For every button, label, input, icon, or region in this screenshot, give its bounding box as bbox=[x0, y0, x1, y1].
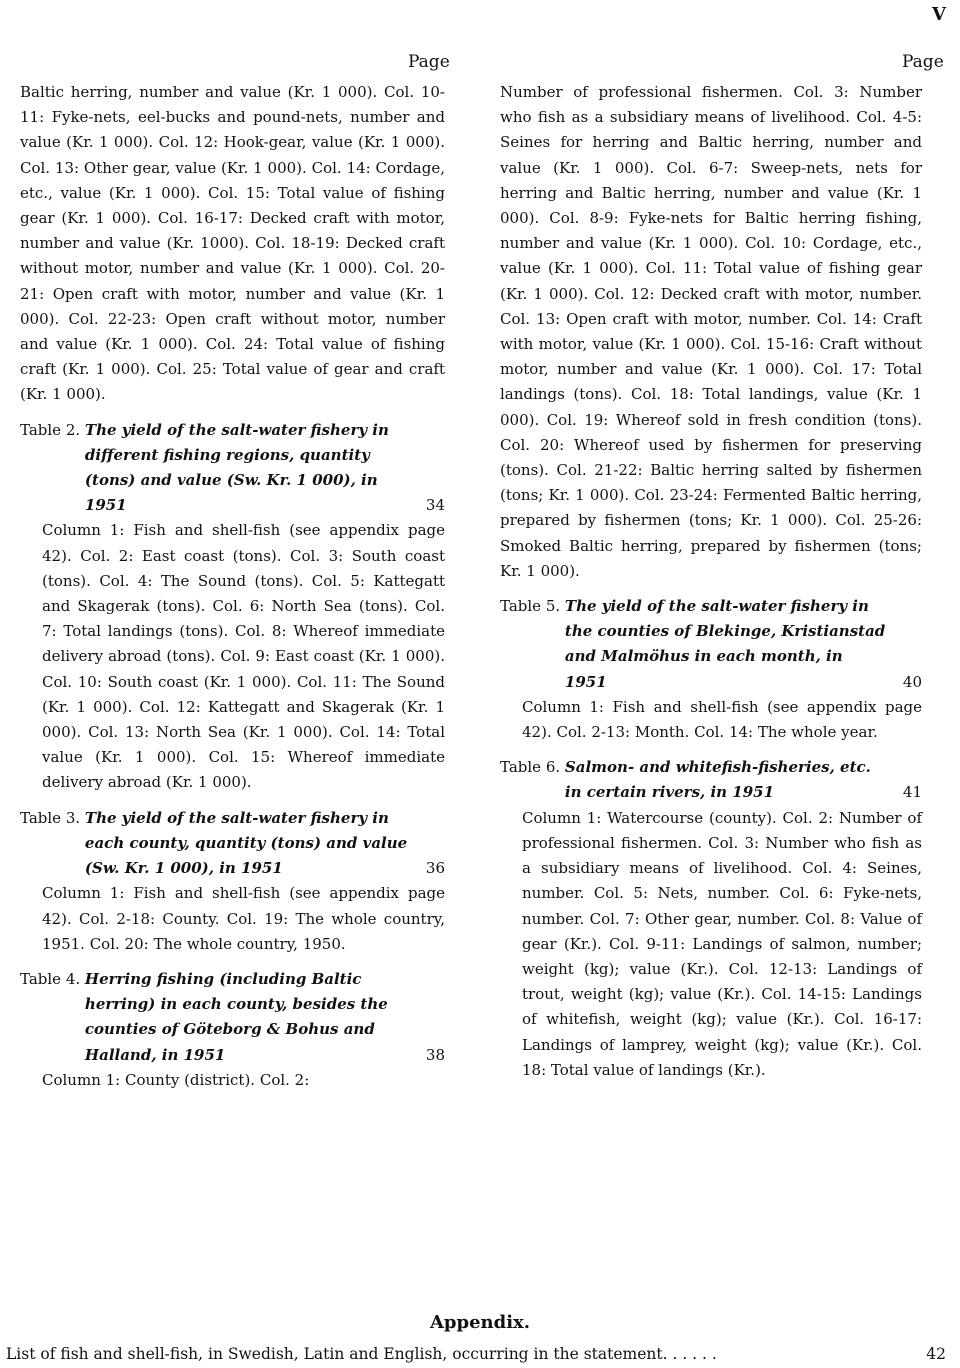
table-4-continued-description: Number of professional fishermen. Col. 3: Number who fish as a subsidiary means of livelihood. Col. 4-5: Seines for herring and Baltic herring, number and value (Kr. 1 000). Col. 6-7: Sweep-nets, nets for herring and Baltic herring, number and value (Kr. 1 000). Col. 8-9: Fyke-nets for Baltic herring fishing, number and value (Kr. 1 000). Col. 10: Cordage, etc., value (Kr. 1 000). Col. 11: Total value of fishing gear (Kr. 1 000). Col. 12: Decked craft with motor, number. Col. 13: Open craft with motor, number. Col. 14: Craft with motor, value (Kr. 1 000). Col. 15-16: Craft without motor, number and value (Kr. 1 000). Col. 17: Total landings (tons). Col. 18: Total landings, value (Kr. 1 000). Col. 19: Whereof sold in fresh condition (tons). Col. 20: Whereof used by fishermen for preserving (tons). Col. 21-22: Baltic herring salted by fishermen (tons; Kr. 1 000). Col. 23-24: Fermented Baltic herring, prepared by fishermen (tons; Kr. 1 000). Col. 25-26: Smoked Baltic herring, prepared by fishermen (tons; Kr. 1 000). bbox=[500, 83, 922, 580]
table-5-label: Table 5. bbox=[500, 597, 565, 616]
appendix-heading: Appendix. bbox=[429, 1312, 531, 1333]
table-3-description: Column 1: Fish and shell-fish (see appendix page 42). Col. 2-18: County. Col. 19: The whole country, 1951. Col. 20: The whole country, 1950. bbox=[42, 884, 445, 953]
toc-entry-table-6[interactable] bbox=[500, 755, 922, 805]
toc-entry-table-3[interactable] bbox=[20, 806, 445, 882]
table-3-label: Table 3. bbox=[20, 808, 85, 827]
toc-entry-table-4[interactable] bbox=[20, 967, 445, 1068]
table-6-title: Salmon- and whitefish-fisheries, etc. in certain rivers, in 1951 bbox=[564, 758, 871, 802]
table-4-title: Herring fishing (including Baltic herring) in each county, besides the counties of Göteborg & Bohus and Halland, in 1951 bbox=[84, 969, 388, 1064]
table-4-page-number: 38 bbox=[425, 1045, 445, 1064]
page-column-label-left: Page bbox=[408, 52, 450, 72]
table-4-label: Table 4. bbox=[20, 969, 85, 988]
toc-entry-table-5[interactable] bbox=[500, 594, 922, 695]
table-2-description: Column 1: Fish and shell-fish (see appendix page 42). Col. 2: East coast (tons). Col. 3: South coast (tons). Col. 4: The Sound (tons). Col. 5: Kattegatt and Skagerak (tons). Col. 6: North Sea (tons). Col. 7: Total landings (tons). Col. 8: Whereof immediate delivery abroad (tons). Col. 9: East coast (Kr. 1 000). Col. 10: South coast (Kr. 1 000). Col. 11: The Sound (Kr. 1 000). Col. 12: Kattegatt and Skagerak (Kr. 1 000). Col. 13: North Sea (Kr. 1 000). Col. 14: Total value (Kr. 1 000). Col. 15: Whereof immediate delivery abroad (Kr. 1 000). bbox=[42, 521, 445, 792]
page-column-label-right: Page bbox=[902, 52, 944, 72]
left-column bbox=[20, 80, 445, 1093]
table-3-page-number: 36 bbox=[425, 859, 445, 878]
table-4-description: Column 1: County (district). Col. 2: bbox=[42, 1070, 310, 1089]
table-6-label: Table 6. bbox=[500, 758, 565, 777]
table-6-page-number: 41 bbox=[902, 783, 922, 802]
table-5-page-number: 40 bbox=[902, 672, 922, 691]
table-2-page-number: 34 bbox=[425, 496, 445, 515]
appendix-page-number: 42 bbox=[926, 1345, 946, 1363]
table-5-title: The yield of the salt-water fishery in the counties of Blekinge, Kristianstad and Malmöhus in each month, in 1951 bbox=[564, 597, 886, 691]
table-6-description: Column 1: Watercourse (county). Col. 2: Number of professional fishermen. Col. 3: Number who fish as a subsidiary means of livelihood. Col. 4: Seines, number. Col. 5: Nets, number. Col. 6: Fyke-nets, number. Col. 7: Other gear, number. Col. 8: Value of gear (Kr.). Col. 9-11: Landings of salmon, number; weight (kg); value (Kr.). Col. 12-13: Landings of trout, weight (kg); value (Kr.). Col. 14-15: Landings of whitefish, weight (kg); value (Kr.). Col. 16-17: Landings of lamprey, weight (kg); value (Kr.). Col. 18: Total value of landings (Kr.). bbox=[522, 808, 922, 1079]
toc-entry-table-2[interactable] bbox=[20, 418, 445, 519]
right-column bbox=[500, 80, 922, 1083]
table-2-title: The yield of the salt-water fishery in different fishing regions, quantity (tons) and value (Sw. Kr. 1 000), in 1951 bbox=[84, 420, 389, 515]
table-2-label: Table 2. bbox=[20, 420, 85, 439]
toc-entry-appendix[interactable] bbox=[6, 1345, 946, 1363]
table-1-continued-description: Baltic herring, number and value (Kr. 1 000). Col. 10-11: Fyke-nets, eel-bucks and pound-nets, number and value (Kr. 1 000). Col. 12: Hook-gear, value (Kr. 1 000). Col. 13: Other gear, value (Kr. 1 000). Col. 14: Cordage, etc., value (Kr. 1 000). Col. 15: Total value of fishing gear (Kr. 1 000). Col. 16-17: Decked craft with motor, number and value (Kr. 1000). Col. 18-19: Decked craft without motor, number and value (Kr. 1 000). Col. 20-21: Open craft with motor, number and value (Kr. 1 000). Col. 22-23: Open craft without motor, number and value (Kr. 1 000). Col. 24: Total value of fishing craft (Kr. 1 000). Col. 25: Total value of gear and craft (Kr. 1 000). bbox=[20, 83, 445, 404]
table-5-description: Column 1: Fish and shell-fish (see appendix page 42). Col. 2-13: Month. Col. 14: The whole year. bbox=[522, 697, 922, 742]
table-3-title: The yield of the salt-water fishery in each county, quantity (tons) and value (Sw. Kr. 1 000), in 1951 bbox=[84, 808, 408, 878]
appendix-entry-text: List of fish and shell-fish, in Swedish, Latin and English, occurring in the statement. . . . . . bbox=[6, 1345, 717, 1363]
roman-page-number: V bbox=[932, 4, 946, 25]
